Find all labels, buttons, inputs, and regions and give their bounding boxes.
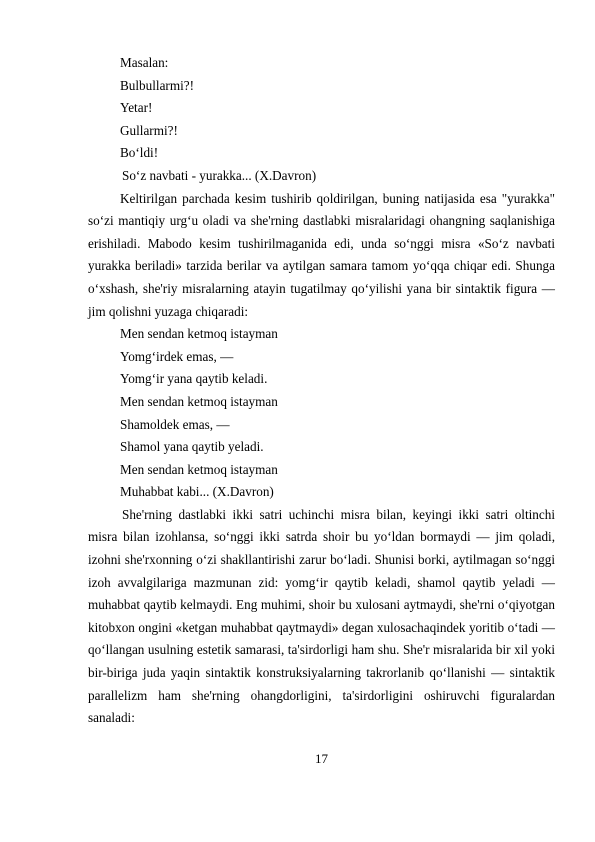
verse-line: Bo‘ldi! [120, 145, 159, 161]
verse-line: Bulbullarmi?! [120, 77, 194, 93]
verse-line: Men sendan ketmoq istayman [120, 461, 278, 477]
verse-line: Shamoldek emas, — [120, 416, 230, 432]
page-number: 17 [315, 751, 328, 766]
verse-line: Yomg‘ir yana qaytib keladi. [120, 371, 268, 387]
verse-line: Men sendan ketmoq istayman [120, 393, 278, 409]
paragraph: Keltirilgan parchada kesim tushirib qoldirilgan, buning natijasida esa "yurakka" so‘zi mantiqiy urg‘u oladi va she'rning dastlabki misralaridagi ohangning saqlanishiga erishiladi. Mabodo kesim tushirilmaganida edi, unda so‘nggi misra «So‘z navbati yurakka beriladi» tarzida berilar va aytilgan samara tamom yo‘qqa chiqar edi. Shunga o‘xshash, she'riy misralarning atayin tugatilmay qo‘yilishi yana bir sintaktik figura — jim qolishni yuzaga chiqaradi: [88, 190, 555, 319]
citation: So‘z navbati - yurakka... (X.Davron) [122, 167, 317, 183]
page-content [88, 52, 555, 730]
verse-line: Gullarmi?! [120, 122, 178, 138]
verse-line: Yetar! [120, 100, 153, 116]
verse-line: Shamol yana qaytib yeladi. [120, 439, 264, 455]
verse-line: Masalan: [120, 55, 169, 70]
verse-line: Yomg‘irdek emas, — [120, 348, 234, 364]
verse-line: Men sendan ketmoq istayman [120, 326, 278, 342]
verse-line: Muhabbat kabi... (X.Davron) [120, 484, 274, 500]
paragraph: She'rning dastlabki ikki satri uchinchi misra bilan, keyingi ikki satri oltinchi misra bilan izohlansa, so‘nggi ikki satrda shoir bu yo‘ldan bormaydi — jim qoladi, izohni she'rxonning o‘zi shakllantirishi zarur bo‘ladi. Shunisi borki, aytilmagan so‘nggi izoh avvalgilariga mazmunan zid: yomg‘ir qaytib keladi, shamol qaytib yeladi — muhabbat qaytib kelmaydi. Eng muhimi, shoir bu xulosani aytmaydi, she'rni o‘qiyotgan kitobxon ongini «ketgan muhabbat qaytmaydi» degan xulosachaqindek yoritib o‘tadi — qo‘llangan usulning estetik samarasi, ta'sirdorligi ham shu. She'r misralarida bir xil yoki bir-biriga juda yaqin sintaktik konstruksiyalarning takrorlanib qo‘llanishi — sintaktik parallelizm ham she'rning ohangdorligini, ta'sirdorligini oshiruvchi figuralardan sanaladi: [88, 506, 555, 726]
